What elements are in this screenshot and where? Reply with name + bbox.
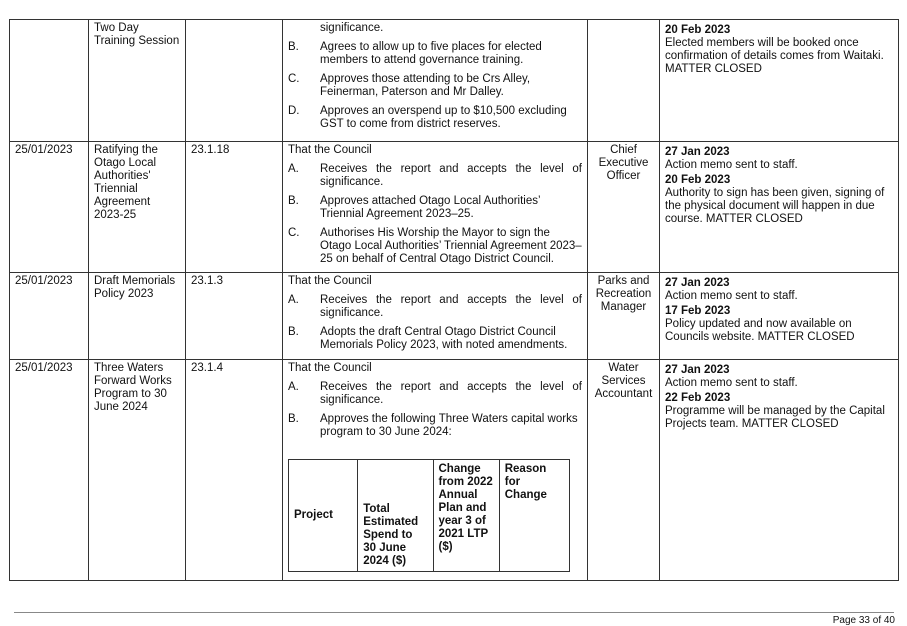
resolution-item: A. Receives the report and accepts the level of significance. — [288, 294, 582, 319]
subject-cell: Ratifying the Otago Local Authorities' Triennial Agreement 2023-25 — [89, 142, 186, 273]
update-date: 27 Jan 2023 — [665, 146, 730, 158]
resolution-item: C. Authorises His Worship the Mayor to sign the Otago Local Authorities’ Triennial Agreement 2023–25 on behalf of Central Otago District Council. — [288, 227, 582, 265]
resolution-item: A. Receives the report and accepts the level of significance. — [288, 163, 582, 188]
resolution-item: A. Receives the report and accepts the level of significance. — [288, 381, 582, 406]
update-text: Elected members will be booked once confirmation of details comes from Waitaki. MATTER CLOSED — [665, 37, 884, 75]
update-cell — [660, 20, 899, 142]
table-row — [10, 20, 899, 142]
date-cell: 25/01/2023 — [10, 360, 89, 581]
update-text: Programme will be managed by the Capital Projects team. MATTER CLOSED — [665, 405, 885, 430]
table-row — [10, 142, 899, 273]
officer-cell — [588, 20, 660, 142]
resolution-cell — [283, 273, 588, 360]
ref-cell: 23.1.3 — [186, 273, 283, 360]
resolutions-table — [9, 19, 899, 581]
resolution-item: C. Approves those attending to be Crs Alley, Feinerman, Paterson and Mr Dalley. — [288, 73, 531, 98]
update-text: Policy updated and now available on Councils website. MATTER CLOSED — [665, 318, 855, 343]
header-total-spend: Total Estimated Spend to 30 June 2024 ($) — [358, 460, 433, 572]
header-change: Change from 2022 Annual Plan and year 3 of 2021 LTP ($) — [433, 460, 499, 572]
update-cell — [660, 142, 899, 273]
resolution-lead: significance. — [320, 22, 384, 34]
subject-cell: Draft Memorials Policy 2023 — [89, 273, 186, 360]
resolution-intro: That the Council — [288, 144, 372, 156]
table-row — [10, 273, 899, 360]
update-date: 20 Feb 2023 — [665, 24, 731, 36]
subject-cell: Three Waters Forward Works Program to 30 June 2024 — [89, 360, 186, 581]
resolution-item: B. Adopts the draft Central Otago District Council Memorials Policy 2023, with noted amendments. — [288, 326, 568, 351]
subject-cell: Two Day Training Session — [89, 20, 186, 142]
resolution-item: D. Approves an overspend up to $10,500 excluding GST to come from district reserves. — [288, 105, 567, 130]
officer-cell: Parks and Recreation Manager — [588, 273, 660, 360]
ref-cell: 23.1.4 — [186, 360, 283, 581]
date-cell: 25/01/2023 — [10, 273, 89, 360]
update-text: Action memo sent to staff. — [665, 159, 798, 171]
capital-works-table — [288, 459, 570, 572]
resolution-cell — [283, 20, 588, 142]
date-cell — [10, 20, 89, 142]
update-cell — [660, 273, 899, 360]
header-project: Project — [289, 460, 358, 572]
update-date: 22 Feb 2023 — [665, 392, 731, 404]
resolution-item: B. Agrees to allow up to five places for elected members to attend governance training. — [288, 41, 542, 66]
table-row — [10, 360, 899, 581]
resolution-item: B. Approves the following Three Waters capital works program to 30 June 2024: — [288, 413, 578, 438]
ref-cell — [186, 20, 283, 142]
officer-cell: Chief Executive Officer — [588, 142, 660, 273]
ref-cell: 23.1.18 — [186, 142, 283, 273]
resolution-item: B. Approves attached Otago Local Authorities’ Triennial Agreement 2023–25. — [288, 195, 541, 220]
resolution-intro: That the Council — [288, 275, 372, 287]
officer-cell: Water Services Accountant — [588, 360, 660, 581]
resolution-intro: That the Council — [288, 362, 372, 374]
resolution-cell — [283, 360, 588, 581]
update-date: 17 Feb 2023 — [665, 305, 731, 317]
resolution-cell — [283, 142, 588, 273]
page-number: Page 33 of 40 — [832, 615, 895, 626]
header-reason: Reason for Change — [499, 460, 569, 572]
update-date: 27 Jan 2023 — [665, 364, 730, 376]
date-cell: 25/01/2023 — [10, 142, 89, 273]
update-text: Action memo sent to staff. — [665, 377, 798, 389]
footer-divider — [14, 612, 894, 613]
update-text: Action memo sent to staff. — [665, 290, 798, 302]
update-text: Authority to sign has been given, signing of the physical document will happen in due course. MATTER CLOSED — [665, 187, 885, 225]
update-date: 27 Jan 2023 — [665, 277, 730, 289]
update-cell — [660, 360, 899, 581]
update-date: 20 Feb 2023 — [665, 174, 731, 186]
